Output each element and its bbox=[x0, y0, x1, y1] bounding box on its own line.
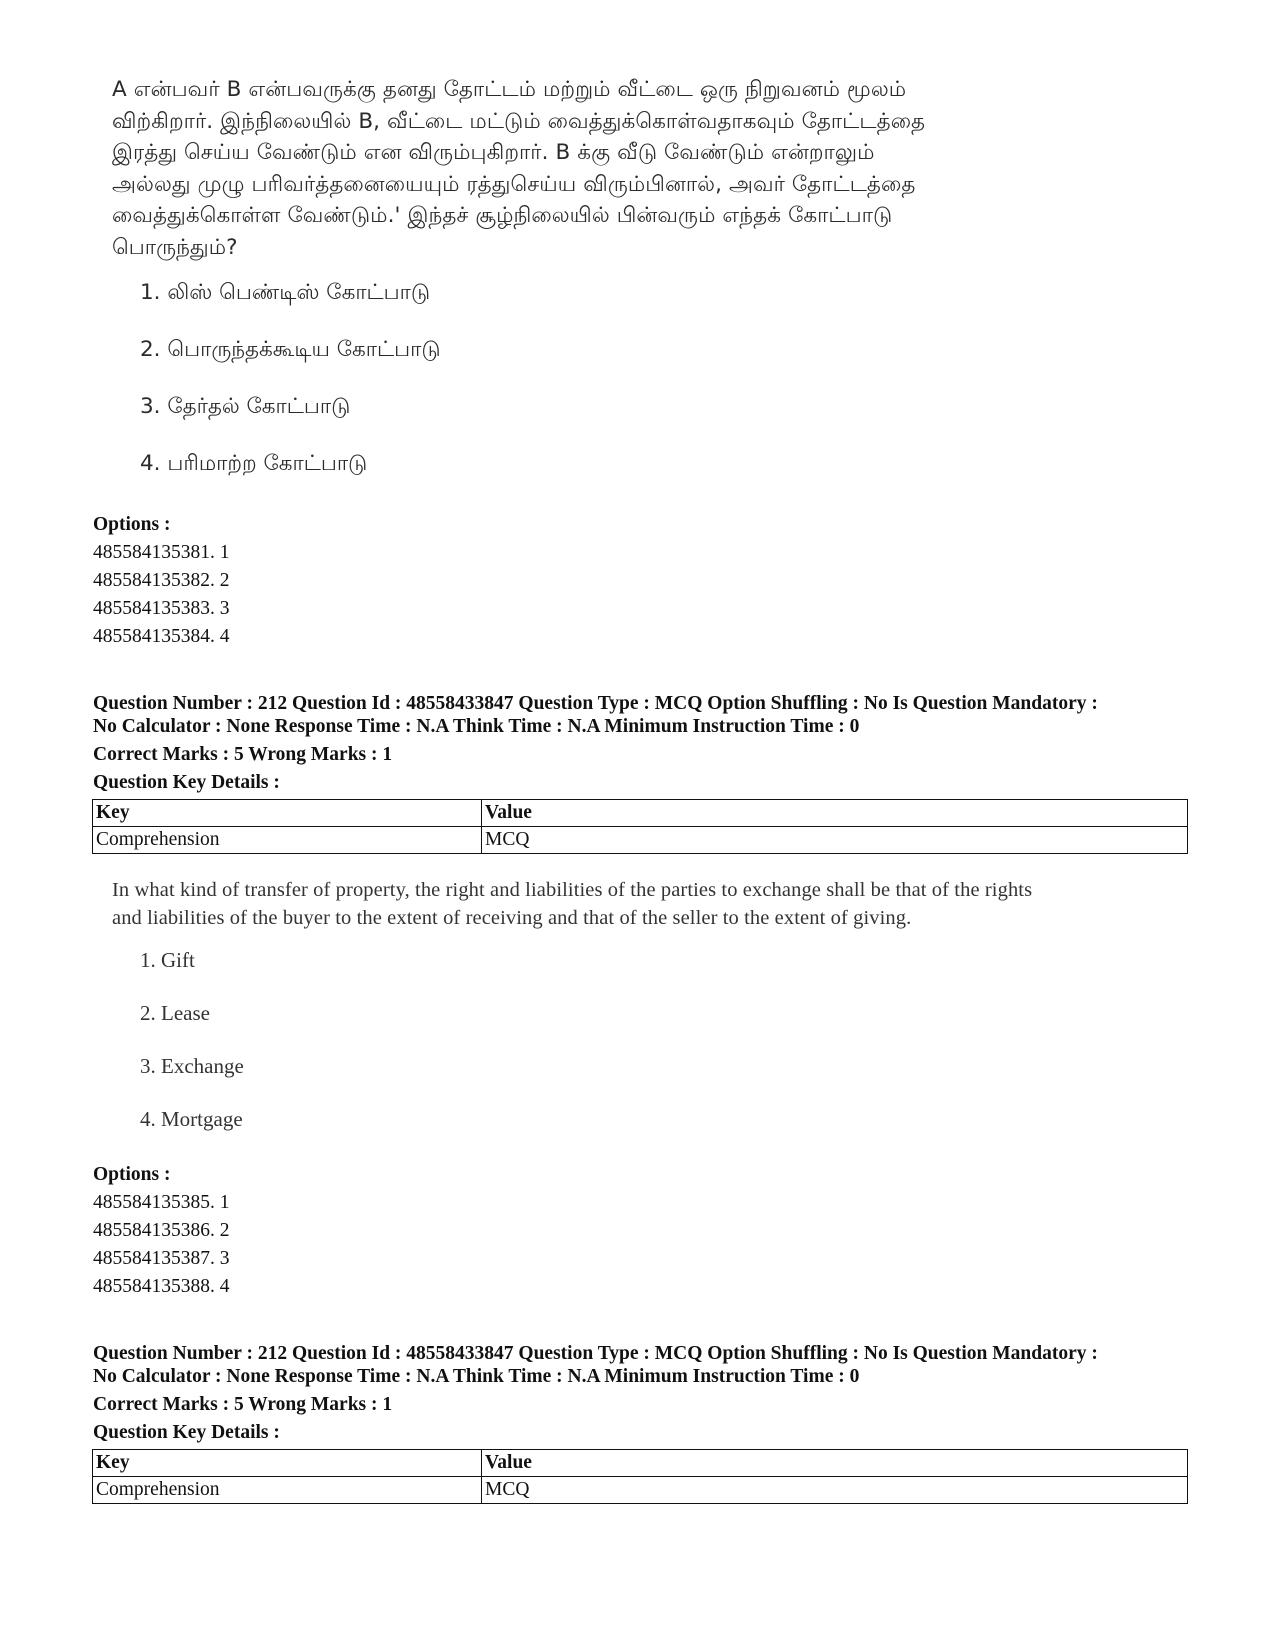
option-id: 485584135386. 2 bbox=[93, 1220, 230, 1241]
answer-choice-1: 1. Gift bbox=[140, 948, 195, 972]
metadata-line: Question Number : 212 Question Id : 48558433847 Question Type : MCQ Option Shuffling : No Is Question Mandatory : bbox=[93, 1343, 1098, 1364]
question-line: பொருந்தும்? bbox=[112, 234, 238, 260]
option-id: 485584135385. 1 bbox=[93, 1192, 230, 1213]
key-details-label: Question Key Details : bbox=[93, 1422, 280, 1443]
question-metadata bbox=[93, 692, 1193, 738]
answer-choice-3: 3. தேர்தல் கோட்பாடு bbox=[140, 394, 351, 419]
question-line: A என்பவர் B என்பவருக்கு தனது தோட்டம் மற்றும் வீட்டை ஒரு நிறுவனம் மூலம் bbox=[112, 77, 907, 102]
key-details-label: Question Key Details : bbox=[93, 772, 280, 793]
answer-choice-3: 3. Exchange bbox=[140, 1054, 244, 1078]
table-cell-value: MCQ bbox=[482, 1477, 1188, 1504]
question-line: and liabilities of the buyer to the extent of receiving and that of the seller to the extent of giving. bbox=[112, 907, 912, 929]
answer-choice-4: 4. பரிமாற்ற கோட்பாடு bbox=[140, 451, 368, 476]
option-id: 485584135387. 3 bbox=[93, 1248, 230, 1269]
table-header-value: Value bbox=[482, 1450, 1188, 1477]
options-label: Options : bbox=[93, 1164, 171, 1185]
table-row bbox=[93, 1477, 1188, 1504]
table-row bbox=[93, 827, 1188, 854]
question-text-english bbox=[112, 876, 1172, 932]
answer-choice-2: 2. பொருந்தக்கூடிய கோட்பாடு bbox=[140, 337, 441, 362]
metadata-line: No Calculator : None Response Time : N.A Think Time : N.A Minimum Instruction Time : 0 bbox=[93, 716, 860, 737]
key-details-table bbox=[92, 1449, 1188, 1504]
question-line: அல்லது முழு பரிவர்த்தனையையும் ரத்துசெய்ய விரும்பினால், அவர் தோட்டத்தை bbox=[112, 171, 916, 197]
table-cell-key: Comprehension bbox=[93, 827, 482, 854]
question-line: In what kind of transfer of property, the right and liabilities of the parties to exchange shall be that of the rights bbox=[112, 879, 1033, 901]
option-id: 485584135383. 3 bbox=[93, 598, 230, 619]
answer-choice-2: 2. Lease bbox=[140, 1001, 210, 1025]
option-id: 485584135381. 1 bbox=[93, 542, 230, 563]
question-line: விற்கிறார். இந்நிலையில் B, வீட்டை மட்டும் வைத்துக்கொள்வதாகவும் தோட்டத்தை bbox=[112, 108, 926, 134]
table-header-row bbox=[93, 800, 1188, 827]
question-text-tamil bbox=[112, 74, 1172, 263]
marks-line: Correct Marks : 5 Wrong Marks : 1 bbox=[93, 1394, 393, 1415]
question-line: இரத்து செய்ய வேண்டும் என விரும்புகிறார். B க்கு வீடு வேண்டும் என்றாலும் bbox=[112, 140, 875, 165]
key-details-table bbox=[92, 799, 1188, 854]
question-line: வைத்துக்கொள்ள வேண்டும்.' இந்தச் சூழ்நிலையில் பின்வரும் எந்தக் கோட்பாடு bbox=[112, 203, 893, 228]
table-cell-key: Comprehension bbox=[93, 1477, 482, 1504]
question-metadata bbox=[93, 1342, 1193, 1388]
metadata-line: Question Number : 212 Question Id : 48558433847 Question Type : MCQ Option Shuffling : No Is Question Mandatory : bbox=[93, 693, 1098, 714]
table-cell-value: MCQ bbox=[482, 827, 1188, 854]
option-id: 485584135382. 2 bbox=[93, 570, 230, 591]
table-header-value: Value bbox=[482, 800, 1188, 827]
option-id: 485584135388. 4 bbox=[93, 1276, 230, 1297]
metadata-line: No Calculator : None Response Time : N.A Think Time : N.A Minimum Instruction Time : 0 bbox=[93, 1366, 860, 1387]
marks-line: Correct Marks : 5 Wrong Marks : 1 bbox=[93, 744, 393, 765]
option-id: 485584135384. 4 bbox=[93, 626, 230, 647]
answer-choice-4: 4. Mortgage bbox=[140, 1107, 243, 1131]
options-label: Options : bbox=[93, 514, 171, 535]
answer-choice-1: 1. லிஸ் பெண்டிஸ் கோட்பாடு bbox=[140, 280, 431, 305]
table-header-key: Key bbox=[93, 1450, 482, 1477]
table-header-key: Key bbox=[93, 800, 482, 827]
table-header-row bbox=[93, 1450, 1188, 1477]
